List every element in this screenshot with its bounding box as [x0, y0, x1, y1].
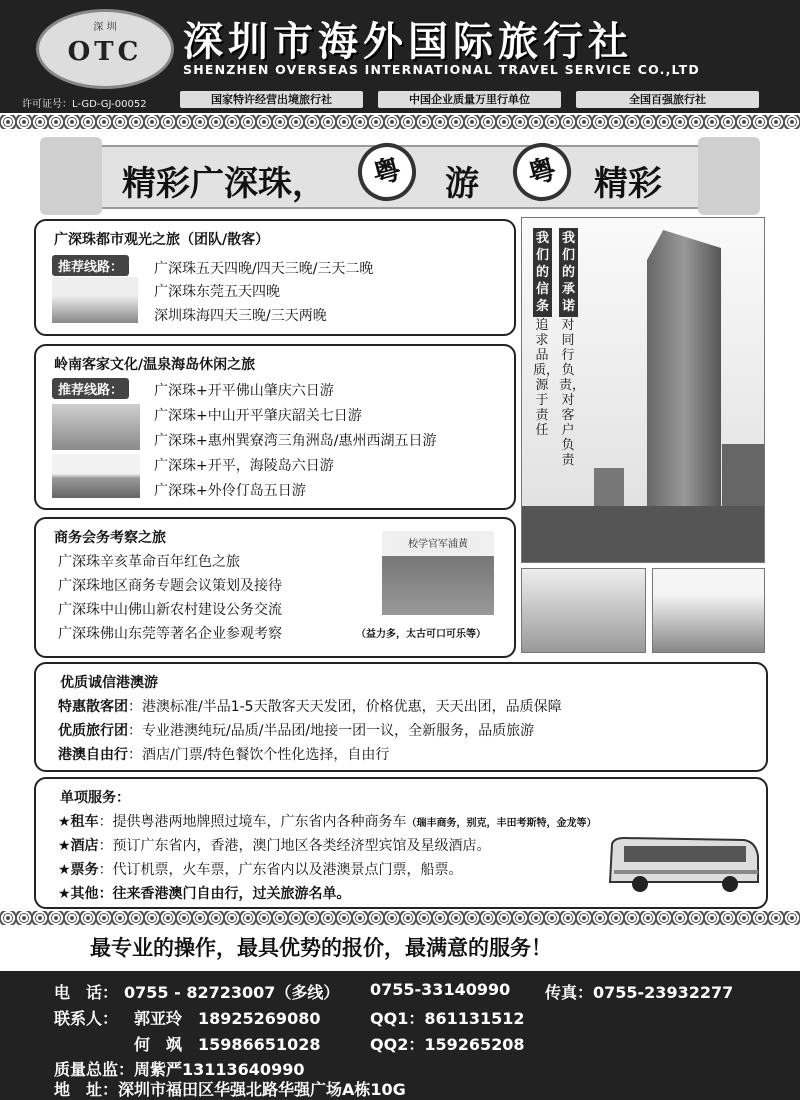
license-number: 许可证号：L-GD-GJ-00052	[22, 99, 147, 110]
hk-macau-row	[58, 744, 389, 764]
route-line: 广深珠+惠州巽寮湾三角洲岛/惠州西湖五日游	[154, 433, 437, 449]
creed-title-text: 我们的信条	[536, 231, 550, 314]
single-service-title: 单项服务：	[60, 790, 130, 806]
business-tour-box	[34, 517, 516, 658]
route-line: 深圳珠海四天三晚/三天两晚	[154, 308, 327, 324]
beach-photo	[52, 454, 140, 498]
row-text: ：港澳标准/半品1-5天散客天天发团，价格优惠，天天出团，品质保障	[128, 699, 562, 715]
company-name: 深圳市海外国际旅行社	[183, 18, 633, 65]
qq-2: QQ2：159265208	[370, 1035, 525, 1054]
kingkey-tower-photo	[521, 217, 765, 563]
recommended-route-tag: 推荐线路：	[52, 255, 129, 276]
logo-text: OTC	[67, 37, 143, 67]
row-text: ：提供粤港两地牌照过境车，广东省内各种商务车	[98, 814, 407, 830]
promise-title-text: 我们的承诺	[562, 231, 576, 314]
banner-text-1: 精彩广深珠，	[122, 164, 326, 204]
business-line: 广深珠中山佛山新农村建设公务交流	[58, 602, 282, 618]
banner-text-2: 游	[445, 164, 479, 204]
contact-2: 何 飒 15986651028	[134, 1035, 321, 1054]
disney-mickey-photo	[521, 568, 646, 653]
scroll-right-roll	[698, 137, 760, 215]
hakka-culture-box	[34, 344, 516, 510]
logo-top-text: 深 圳	[93, 22, 117, 33]
company-logo	[36, 9, 174, 89]
route-line: 广深珠+开平佛山肇庆六日游	[154, 383, 334, 399]
company-english-name: SHENZHEN OVERSEAS INTERNATIONAL TRAVEL SERVICE CO.,LTD	[183, 62, 700, 77]
ornament-divider-top	[0, 115, 800, 129]
business-line: 广深珠佛山东莞等著名企业参观考察	[58, 626, 282, 642]
service-row	[58, 835, 491, 855]
yue-stamp-2: 粤	[506, 136, 577, 207]
route-line: 广深珠+外伶仃岛五日游	[154, 483, 306, 499]
phone-main: 0755 - 82723007（多线）	[124, 983, 340, 1002]
academy-sign: 校学官军浦黄	[396, 537, 480, 553]
route-line: 广深珠+中山开平肇庆韶关七日游	[154, 408, 362, 424]
tower-shape	[647, 230, 721, 530]
contact-footer	[0, 971, 800, 1100]
address: 地 址：深圳市福田区华强北路华强广场A栋10G	[54, 1080, 406, 1099]
city-tour-title: 广深珠都市观光之旅（团队/散客）	[54, 232, 270, 248]
yue-stamp-1: 粤	[351, 136, 422, 207]
row-label: ★票务	[58, 862, 99, 878]
badge-top100: 全国百强旅行社	[576, 91, 759, 108]
route-line: 广深珠五天四晚/四天三晚/三天二晚	[154, 261, 374, 277]
banner-text-3: 精彩	[594, 164, 662, 204]
business-note: （益力多，太古可口可乐等）	[356, 629, 486, 640]
row-text: ：酒店/门票/特色餐饮个性化选择，自由行	[128, 747, 390, 763]
header-bar	[0, 0, 800, 113]
route-line: 广深珠东莞五天四晚	[154, 284, 280, 300]
contact-label: 联系人：	[54, 1009, 119, 1028]
row-note: （瑞丰商务，别克，丰田考斯特，金龙等）	[406, 818, 597, 829]
hk-macau-box	[34, 662, 768, 772]
row-label: ★其他	[58, 886, 99, 902]
hk-macau-row	[58, 720, 534, 740]
badge-quality: 中国企业质量万里行单位	[378, 91, 561, 108]
row-text: ：专业港澳纯玩/品质/半品团/地接一团一议，全新服务，品质旅游	[128, 723, 535, 739]
creed-text: 追求品质，源于责任	[533, 318, 560, 438]
badge-licensed: 国家特许经营出境旅行社	[180, 91, 363, 108]
hakka-culture-title: 岭南客家文化/温泉海岛休闲之旅	[54, 357, 256, 373]
row-label: ★租车	[58, 814, 99, 830]
service-row	[58, 859, 463, 879]
row-label: 优质旅行团	[58, 723, 128, 739]
title-banner	[40, 137, 760, 215]
row-label: 特惠散客团	[58, 699, 128, 715]
phone-label: 电 话：	[54, 983, 119, 1002]
city-tour-box	[34, 219, 516, 336]
scroll-left-roll	[40, 137, 102, 215]
podium-shape	[522, 506, 765, 562]
village-photo	[52, 404, 140, 450]
city-skyline-photo	[52, 277, 138, 323]
service-row	[58, 811, 597, 831]
promise-title	[559, 228, 578, 317]
ornament-divider-bottom	[0, 911, 800, 925]
business-line: 广深珠辛亥革命百年红色之旅	[58, 554, 240, 570]
qq-1: QQ1：861131512	[370, 1009, 525, 1028]
hk-macau-title: 优质诚信港澳游	[60, 675, 158, 691]
recommended-route-tag: 推荐线路：	[52, 378, 129, 399]
ruins-st-paul-photo	[652, 568, 765, 653]
contact-1: 郭亚玲 18925269080	[134, 1009, 321, 1028]
slogan: 最专业的操作，最具优势的报价，最满意的服务！	[90, 936, 552, 960]
service-row	[58, 883, 351, 903]
tour-bus-icon	[604, 834, 762, 896]
promise-text: 对同行负责，对客户负责	[559, 318, 586, 468]
row-text: ：预订广东省内，香港，澳门地区各类经济型宾馆及星级酒店。	[98, 838, 491, 854]
route-line: 广深珠+开平，海陵岛六日游	[154, 458, 334, 474]
business-line: 广深珠地区商务专题会议策划及接待	[58, 578, 282, 594]
row-text: ：往来香港澳门自由行，过关旅游名单。	[98, 886, 351, 902]
hk-macau-row	[58, 696, 562, 716]
row-label: 港澳自由行	[58, 747, 128, 763]
creed-title	[533, 228, 552, 317]
fax-number: 传真：0755-23932277	[545, 983, 734, 1002]
row-text: ：代订机票，火车票，广东省内以及港澳景点门票，船票。	[98, 862, 463, 878]
phone-secondary: 0755-33140990	[370, 980, 511, 999]
quality-director: 质量总监：周紫严13113640990	[54, 1060, 305, 1079]
whampoa-academy-photo	[382, 531, 494, 615]
business-tour-title: 商务会务考察之旅	[54, 530, 166, 546]
row-label: ★酒店	[58, 838, 99, 854]
